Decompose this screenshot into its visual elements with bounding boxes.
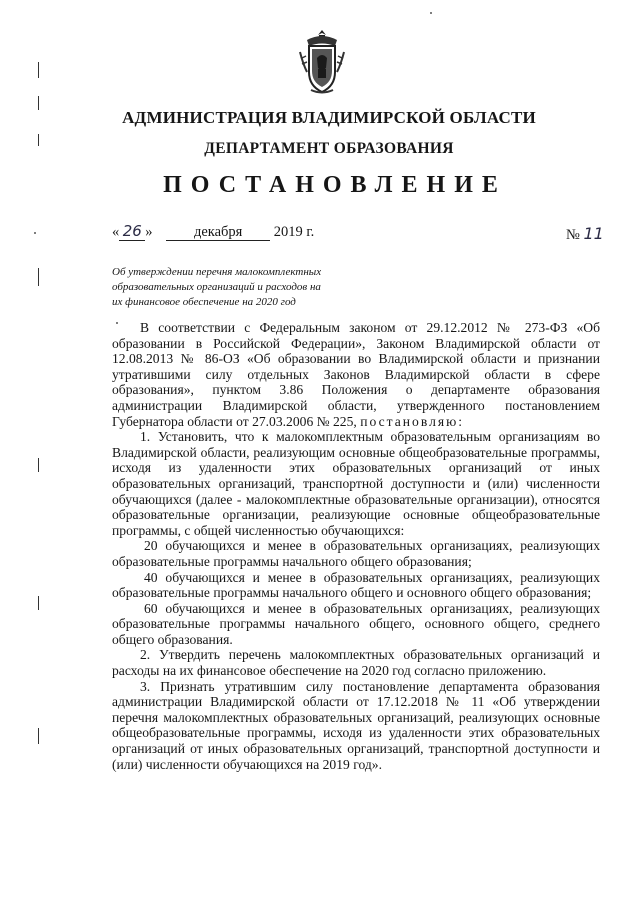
number-prefix: № — [566, 227, 580, 243]
subject-line-2: образовательных организаций и расходов на — [112, 281, 321, 293]
scan-mark — [38, 96, 39, 110]
department-title: ДЕПАРТАМЕНТ ОБРАЗОВАНИЯ — [204, 140, 454, 157]
scan-mark — [38, 728, 39, 744]
coat-of-arms-icon — [297, 28, 347, 96]
item-2-paragraph: 2. Утвердить перечень малокомплектных образовательных организаций и расходы на их финансовое обеспечение на 2020 год согласно приложению. — [112, 647, 600, 679]
date-close-quote: » — [145, 224, 153, 240]
date-month: декабря — [166, 225, 270, 241]
date-year: 2019 г. — [273, 224, 315, 240]
scan-mark — [38, 268, 39, 286]
preamble-paragraph — [112, 320, 600, 429]
date-day — [119, 224, 145, 241]
date-day-value: 26 — [122, 222, 142, 240]
item-1b-paragraph: 40 обучающихся и менее в образовательных организациях, реализующих образовательные программы начального общего и основного общего образования; — [112, 569, 600, 601]
document-type-title: ПОСТАНОВЛЕНИЕ — [163, 172, 507, 198]
preamble-text: В соответствии с Федеральным законом от 29.12.2012 № 273-ФЗ «Об образовании в Российской Федерации», Законом Владимирской области от 12.08.2013 № 86-ОЗ «Об образовании во Владимирской области и признании утратившими силу отдельных Законов Владимирской области в сфере образования», пунктом 3.86 Положения о департаменте образования администрации Владимирской области, утвержденного постановлением Губернатора области от 27.03.2006 № 225, — [112, 320, 600, 429]
item-1c-paragraph: 60 обучающихся и менее в образовательных организациях, реализующих образовательные программы начального общего, основного общего, среднего общего образования. — [112, 600, 600, 647]
resolve-word: постановляю: — [360, 413, 465, 429]
item-1-paragraph: 1. Установить, что к малокомплектным образовательным организациям во Владимирской области, реализующим основные общеобразовательные программы, исходя из удаленности этих образовательных организаций от иных образовательных организаций, транспортной доступности и (или) численности обучающихся (далее - малокомплектные образовательные организации), относятся образовательные организации, реализующие основные общеобразовательные программы, с общей численностью обучающихся: — [112, 429, 600, 538]
document-subject — [112, 265, 382, 310]
document-date — [112, 224, 314, 241]
scan-mark — [38, 62, 39, 78]
document-body — [112, 320, 600, 772]
date-open-quote: « — [112, 224, 120, 240]
document-number — [566, 224, 604, 244]
scan-mark — [38, 458, 39, 472]
subject-line-1: Об утверждении перечня малокомплектных — [112, 266, 322, 278]
item-1a-paragraph: 20 обучающихся и менее в образовательных организациях, реализующих образовательные программы начального общего образования; — [112, 538, 600, 569]
number-value: 11 — [583, 224, 604, 243]
scan-speck — [34, 232, 36, 234]
item-3-paragraph: 3. Признать утратившим силу постановление департамента образования администрации Владимирской области от 17.12.2018 № 11 «Об утверждении перечня малокомплектных образовательных организаций, реализующих основные общеобразовательные программы, исходя из удаленности этих образовательных организаций от иных образовательных организаций, транспортной доступности и (или) численности обучающихся на 2019 год». — [112, 678, 600, 772]
scan-speck — [430, 12, 432, 14]
scan-mark — [38, 134, 39, 146]
organization-title: АДМИНИСТРАЦИЯ ВЛАДИМИРСКОЙ ОБЛАСТИ — [122, 108, 536, 127]
scan-speck — [116, 322, 118, 324]
subject-line-3: их финансовое обеспечение на 2020 год — [112, 296, 296, 308]
scan-mark — [38, 596, 39, 610]
